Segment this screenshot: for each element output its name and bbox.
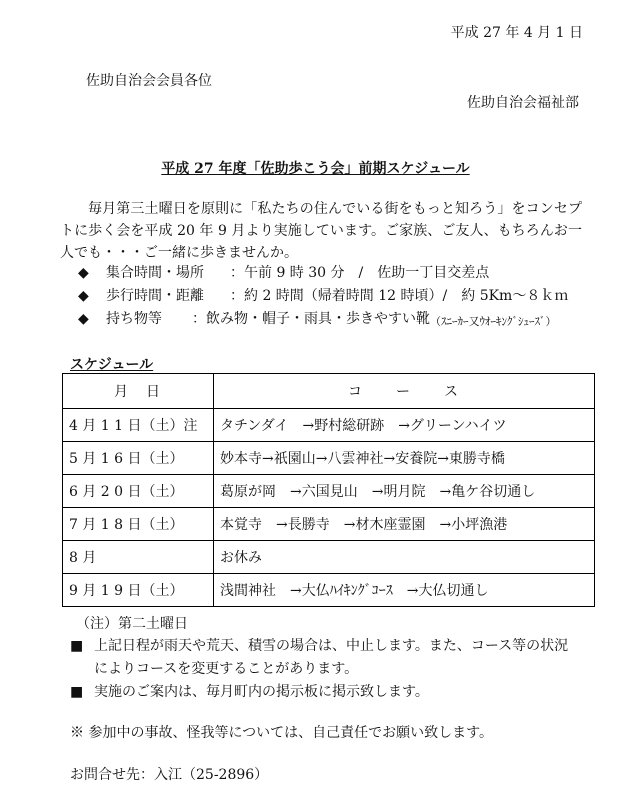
diamond-bullet-icon: ◆ xyxy=(78,265,89,281)
diamond-bullet-icon: ◆ xyxy=(78,288,89,304)
row-date: 9 月 1 9 日（土） xyxy=(63,574,214,607)
column-header-course: コ ー ス xyxy=(214,374,595,409)
detail-value: ：約 2 時間（帰着時間 12 時頃）/ 約 5Km～８ｋｍ xyxy=(230,288,569,304)
row-date: 7 月 1 8 日（土） xyxy=(63,508,214,541)
square-bullet-icon: ■ xyxy=(70,684,84,700)
remark-text: 上記日程が雨天や荒天、積雪の場合は、中止します。また、コース等の状況 xyxy=(94,638,569,654)
detail-label: 歩行時間・距離 xyxy=(106,288,204,304)
remarks-list xyxy=(70,635,568,704)
row-date: 5 月 1 6 日（土） xyxy=(63,442,214,475)
detail-value: ：午前 9 時 30 分 / 佐助一丁目交差点 xyxy=(230,265,490,281)
detail-row-meeting xyxy=(78,262,568,285)
table-row xyxy=(63,541,595,574)
column-header-date: 月 日 xyxy=(63,374,214,409)
row-course: 葛原が岡 →六国見山 →明月院 →亀ケ谷切通し xyxy=(214,475,595,508)
remark-text: 実施のご案内は、毎月町内の掲示板に掲示致します。 xyxy=(94,684,429,700)
remark-item-continued xyxy=(70,658,568,681)
detail-value-note: （ｽﾆｰｶｰ又ｳｵｰｷﾝｸﾞｼｭｰｽﾞ） xyxy=(430,315,557,328)
detail-row-belongings xyxy=(78,308,568,333)
document-date: 平成 27 年 4 月 1 日 xyxy=(450,25,583,41)
row-course: タチンダイ →野村総研跡 →グリーンハイツ xyxy=(214,409,595,442)
table-row xyxy=(63,574,595,607)
table-row xyxy=(63,442,595,475)
row-date: 6 月 2 0 日（土） xyxy=(63,475,214,508)
square-bullet-icon: ■ xyxy=(70,638,84,654)
table-row xyxy=(63,508,595,541)
table-row xyxy=(63,475,595,508)
row-date: 4 月 1 1 日（土）注 xyxy=(63,409,214,442)
row-course: 本覚寺 →長勝寺 →材木座霊園 →小坪漁港 xyxy=(214,508,595,541)
row-course: 妙本寺→祇園山→八雲神社→安養院→東勝寺橋 xyxy=(214,442,595,475)
remark-item xyxy=(70,635,568,658)
table-header-row xyxy=(63,374,595,409)
row-date: 8 月 xyxy=(63,541,214,574)
detail-row-walking xyxy=(78,285,568,308)
sender: 佐助自治会福祉部 xyxy=(467,95,579,111)
row-course: お休み xyxy=(214,541,595,574)
detail-value: ：飲み物・帽子・雨具・歩きやすい靴 xyxy=(192,311,430,327)
remark-text: によりコースを変更することがあります。 xyxy=(94,661,359,677)
addressee: 佐助自治会会員各位 xyxy=(86,73,212,89)
document-title: 平成 27 年度「佐助歩こう会」前期スケジュール xyxy=(161,161,470,177)
schedule-heading: スケジュール xyxy=(70,357,154,373)
row-course: 浅間神社 →大仏ﾊｲｷﾝｸﾞｺｰｽ →大仏切通し xyxy=(214,574,595,607)
caution-note: ※ 参加中の事故、怪我等については、自己責任でお願い致します。 xyxy=(70,725,494,741)
event-details xyxy=(78,262,568,333)
schedule-table xyxy=(62,373,595,607)
contact-info: お問合せ先：入江（25-2896） xyxy=(70,767,269,783)
remark-item xyxy=(70,681,568,704)
intro-paragraph: 毎月第三土曜日を原則に「私たちの住んでいる街をもっと知ろう」をコンセプトに歩く会を平成 20 年 9 月より実施しています。ご家族、ご友人、もちろんお一人でも・・・ご一緒に歩きませんか。 xyxy=(60,201,582,261)
detail-label: 集合時間・場所 xyxy=(106,265,204,281)
diamond-bullet-icon: ◆ xyxy=(78,311,89,327)
table-footnote: （注）第二土曜日 xyxy=(76,616,188,632)
table-row xyxy=(63,409,595,442)
detail-label: 持ち物等 xyxy=(106,311,162,327)
